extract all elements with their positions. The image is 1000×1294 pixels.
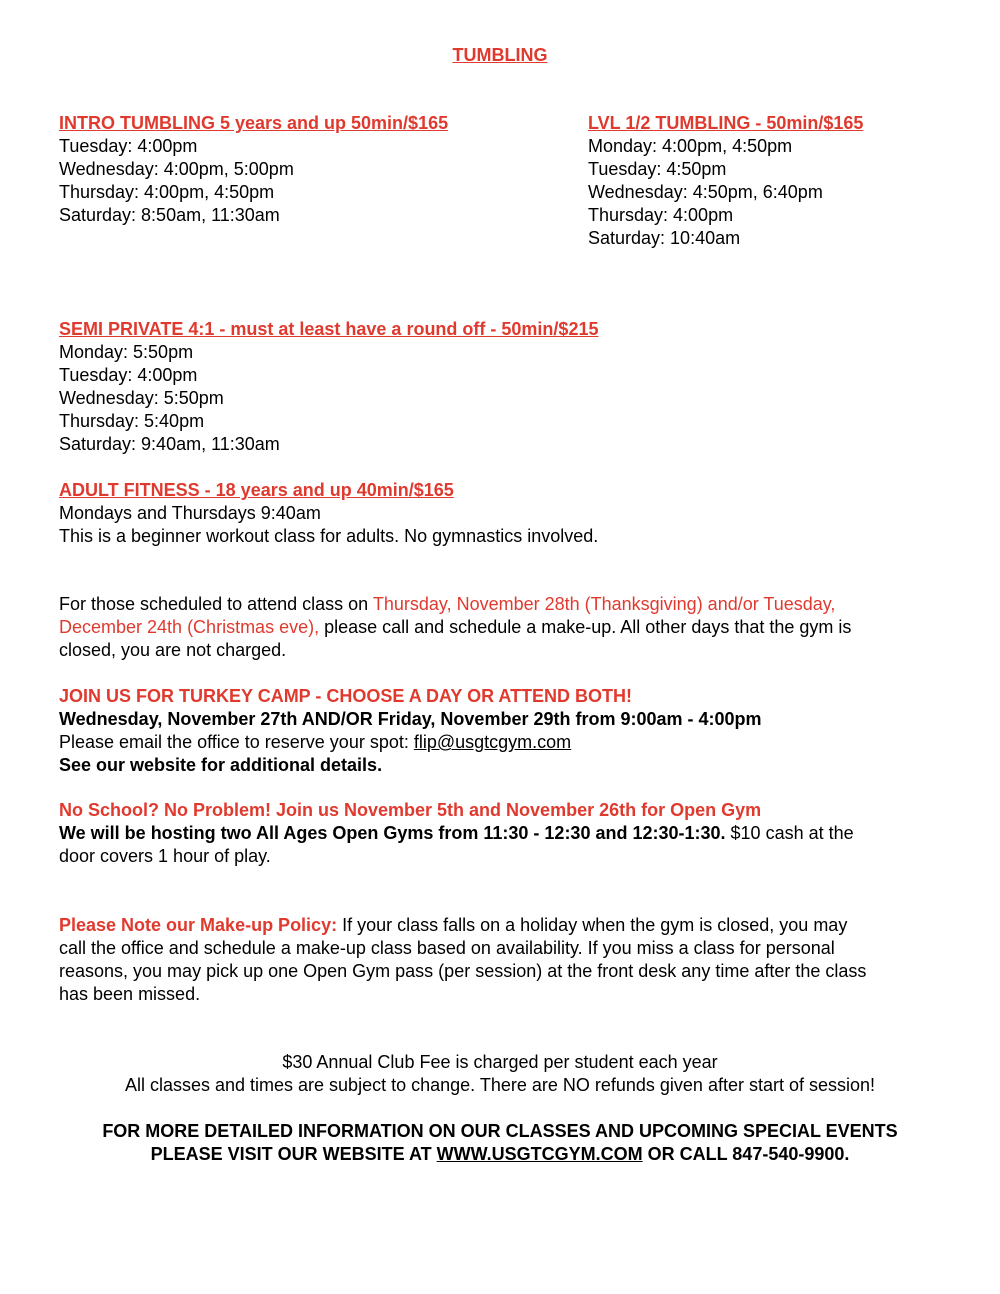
adult-fitness-description: This is a beginner workout class for adults. No gymnastics involved. — [59, 526, 599, 546]
open-gym-section — [59, 799, 854, 868]
page-title: TUMBLING — [452, 45, 548, 65]
schedule-line: Thursday: 5:40pm — [59, 411, 205, 431]
footer-line: FOR MORE DETAILED INFORMATION ON OUR CLASSES AND UPCOMING SPECIAL EVENTS — [102, 1121, 898, 1141]
semi-private-heading: SEMI PRIVATE 4:1 - must at least have a round off - 50min/$215 — [59, 319, 599, 339]
schedule-line: Thursday: 4:00pm, 4:50pm — [59, 182, 275, 202]
makeup-policy-text: If your class falls on a holiday when the gym is closed, you may — [337, 915, 848, 935]
holiday-text: please call and schedule a make-up. All other days that the gym is — [319, 617, 852, 637]
website-link[interactable]: WWW.USGTCGYM.COM — [436, 1144, 643, 1164]
adult-fitness-section — [59, 479, 598, 548]
email-instruction: Please email the office to reserve your spot: — [59, 732, 414, 752]
schedule-line: Tuesday: 4:00pm — [59, 365, 198, 385]
open-gym-price: $10 cash at the — [725, 823, 854, 843]
holiday-dates: December 24th (Christmas eve), — [59, 617, 320, 637]
semi-private-section — [59, 318, 598, 456]
intro-tumbling-heading: INTRO TUMBLING 5 years and up 50min/$165 — [59, 113, 449, 133]
footer-phone: OR CALL 847-540-9900. — [642, 1144, 850, 1164]
makeup-policy-text: reasons, you may pick up one Open Gym pass (per session) at the front desk any time after the class — [59, 961, 867, 981]
holiday-text: For those scheduled to attend class on — [59, 594, 373, 614]
refund-note: All classes and times are subject to change. There are NO refunds given after start of session! — [124, 1075, 876, 1095]
makeup-policy-section — [59, 914, 866, 1006]
open-gym-note: door covers 1 hour of play. — [59, 846, 271, 866]
lvl-tumbling-section — [588, 112, 863, 250]
makeup-policy-text: call the office and schedule a make-up class based on availability. If you miss a class for personal — [59, 938, 835, 958]
footer-line: PLEASE VISIT OUR WEBSITE AT — [150, 1144, 437, 1164]
schedule-line: Thursday: 4:00pm — [588, 205, 734, 225]
schedule-line: Saturday: 9:40am, 11:30am — [59, 434, 280, 454]
fees-section — [0, 1051, 1000, 1097]
makeup-policy-label: Please Note our Make-up Policy: — [59, 915, 338, 935]
holiday-notice — [59, 593, 851, 662]
schedule-line: Saturday: 8:50am, 11:30am — [59, 205, 280, 225]
holiday-text: closed, you are not charged. — [59, 640, 287, 660]
adult-fitness-schedule: Mondays and Thursdays 9:40am — [59, 503, 321, 523]
turkey-camp-heading: JOIN US FOR TURKEY CAMP - CHOOSE A DAY OR ATTEND BOTH! — [59, 686, 633, 706]
holiday-dates: Thursday, November 28th (Thanksgiving) and/or Tuesday, — [372, 594, 836, 614]
annual-fee-note: $30 Annual Club Fee is charged per student each year — [282, 1052, 718, 1072]
open-gym-heading: No School? No Problem! Join us November 5th and November 26th for Open Gym — [59, 800, 762, 820]
email-link[interactable]: flip@usgtcgym.com — [413, 732, 572, 752]
schedule-line: Wednesday: 4:00pm, 5:00pm — [59, 159, 294, 179]
schedule-line: Wednesday: 5:50pm — [59, 388, 224, 408]
turkey-camp-section — [59, 685, 762, 777]
turkey-camp-dates: Wednesday, November 27th AND/OR Friday, November 29th from 9:00am - 4:00pm — [59, 709, 762, 729]
open-gym-times: We will be hosting two All Ages Open Gyms from 11:30 - 12:30 and 12:30-1:30. — [59, 823, 726, 843]
intro-tumbling-section — [59, 112, 448, 227]
schedule-line: Monday: 5:50pm — [59, 342, 194, 362]
website-note: See our website for additional details. — [59, 755, 383, 775]
makeup-policy-text: has been missed. — [59, 984, 201, 1004]
adult-fitness-heading: ADULT FITNESS - 18 years and up 40min/$165 — [59, 480, 454, 500]
schedule-line: Tuesday: 4:50pm — [588, 159, 727, 179]
lvl-tumbling-heading: LVL 1/2 TUMBLING - 50min/$165 — [588, 113, 864, 133]
schedule-line: Saturday: 10:40am — [588, 228, 741, 248]
schedule-line: Tuesday: 4:00pm — [59, 136, 198, 156]
schedule-line: Wednesday: 4:50pm, 6:40pm — [588, 182, 823, 202]
footer-section — [0, 1120, 1000, 1166]
schedule-line: Monday: 4:00pm, 4:50pm — [588, 136, 793, 156]
